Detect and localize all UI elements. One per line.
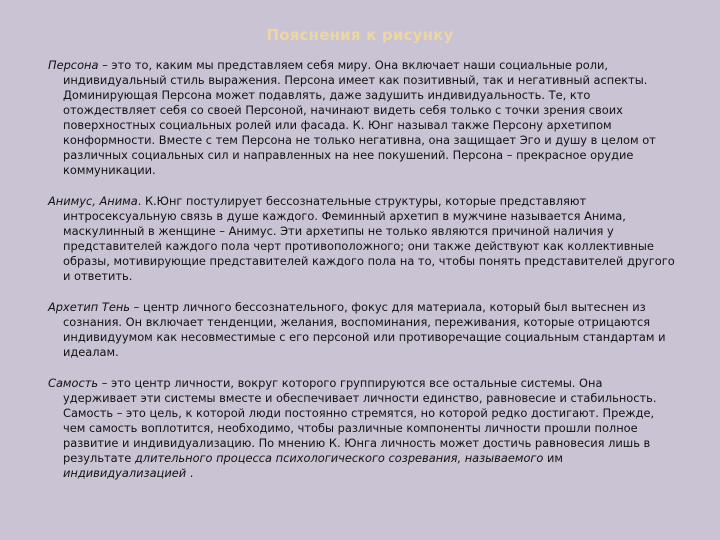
paragraph-persona — [48, 58, 678, 178]
paragraph-self-text-3: . — [186, 466, 194, 480]
term-shadow: Архетип Тень — [48, 300, 131, 314]
paragraph-self-text: – это центр личности, вокруг которого группируются все остальные системы. Она удерживает эти системы вместе и обеспечивает личности единство, равновесие и стабильность. Самость – это цель, к которой люди постоянно стремятся, но которой редко достигают. Прежде, чем самость воплотится, необходимо, чтобы различные компоненты личности прошли полное развитие и индивидуализацию. По мнению К. Юнга личность может достичь равновесия лишь в результате — [63, 376, 657, 465]
paragraph-persona-text: – это то, каким мы представляем себя миру. Она включает наши социальные роли, индивидуальный стиль выражения. Персона имеет как позитивный, так и негативный аспекты. Доминирующая Персона может подавлять, даже задушить индивидуальность. Те, кто отождествляет себя со своей Персоной, начинают видеть себя только с точки зрения своих поверхностных социальных ролей или фасада. К. Юнг называл также Персону архетипом конформности. Вместе с тем Персона не только негативна, она защищает Эго и душу в целом от различных социальных сил и направленных на нее покушений. Персона – прекрасное орудие коммуникации. — [63, 58, 656, 177]
term-persona: Персона — [48, 58, 99, 72]
paragraph-self-italic-1: длительного процесса психологического созревания, называемого — [134, 451, 544, 465]
paragraph-animus-anima — [48, 194, 678, 284]
term-animus-anima: Анимус, Анима — [48, 194, 138, 208]
paragraph-self-italic-2: индивидуализацией — [63, 466, 187, 480]
content-body — [48, 58, 678, 497]
paragraph-shadow-text: – центр личного бессознательного, фокус для материала, который был вытеснен из сознания. Он включает тенденции, желания, воспоминания, переживания, которые отрицаются индивидуумом как несовместимые с его персоной или противоречащие социальным стандартам и идеалам. — [63, 300, 666, 359]
paragraph-animus-anima-text: . К.Юнг постулирует бессознательные структуры, которые представляют интросексуальную связь в душе каждого. Феминный архетип в мужчине называется Анима, маскулинный в женщине – Анимус. Эти архетипы не только являются причиной наличия у представителей каждого пола черт противоположного; они также действуют как коллективные образы, мотивирующие представителей каждого пола на то, чтобы понять представителей другого и ответить. — [63, 194, 675, 283]
paragraph-shadow — [48, 300, 678, 360]
paragraph-self — [48, 376, 678, 481]
term-self: Самость — [48, 376, 99, 390]
slide-title: Пояснения к рисунку — [266, 26, 454, 44]
paragraph-self-text-2: им — [543, 451, 564, 465]
